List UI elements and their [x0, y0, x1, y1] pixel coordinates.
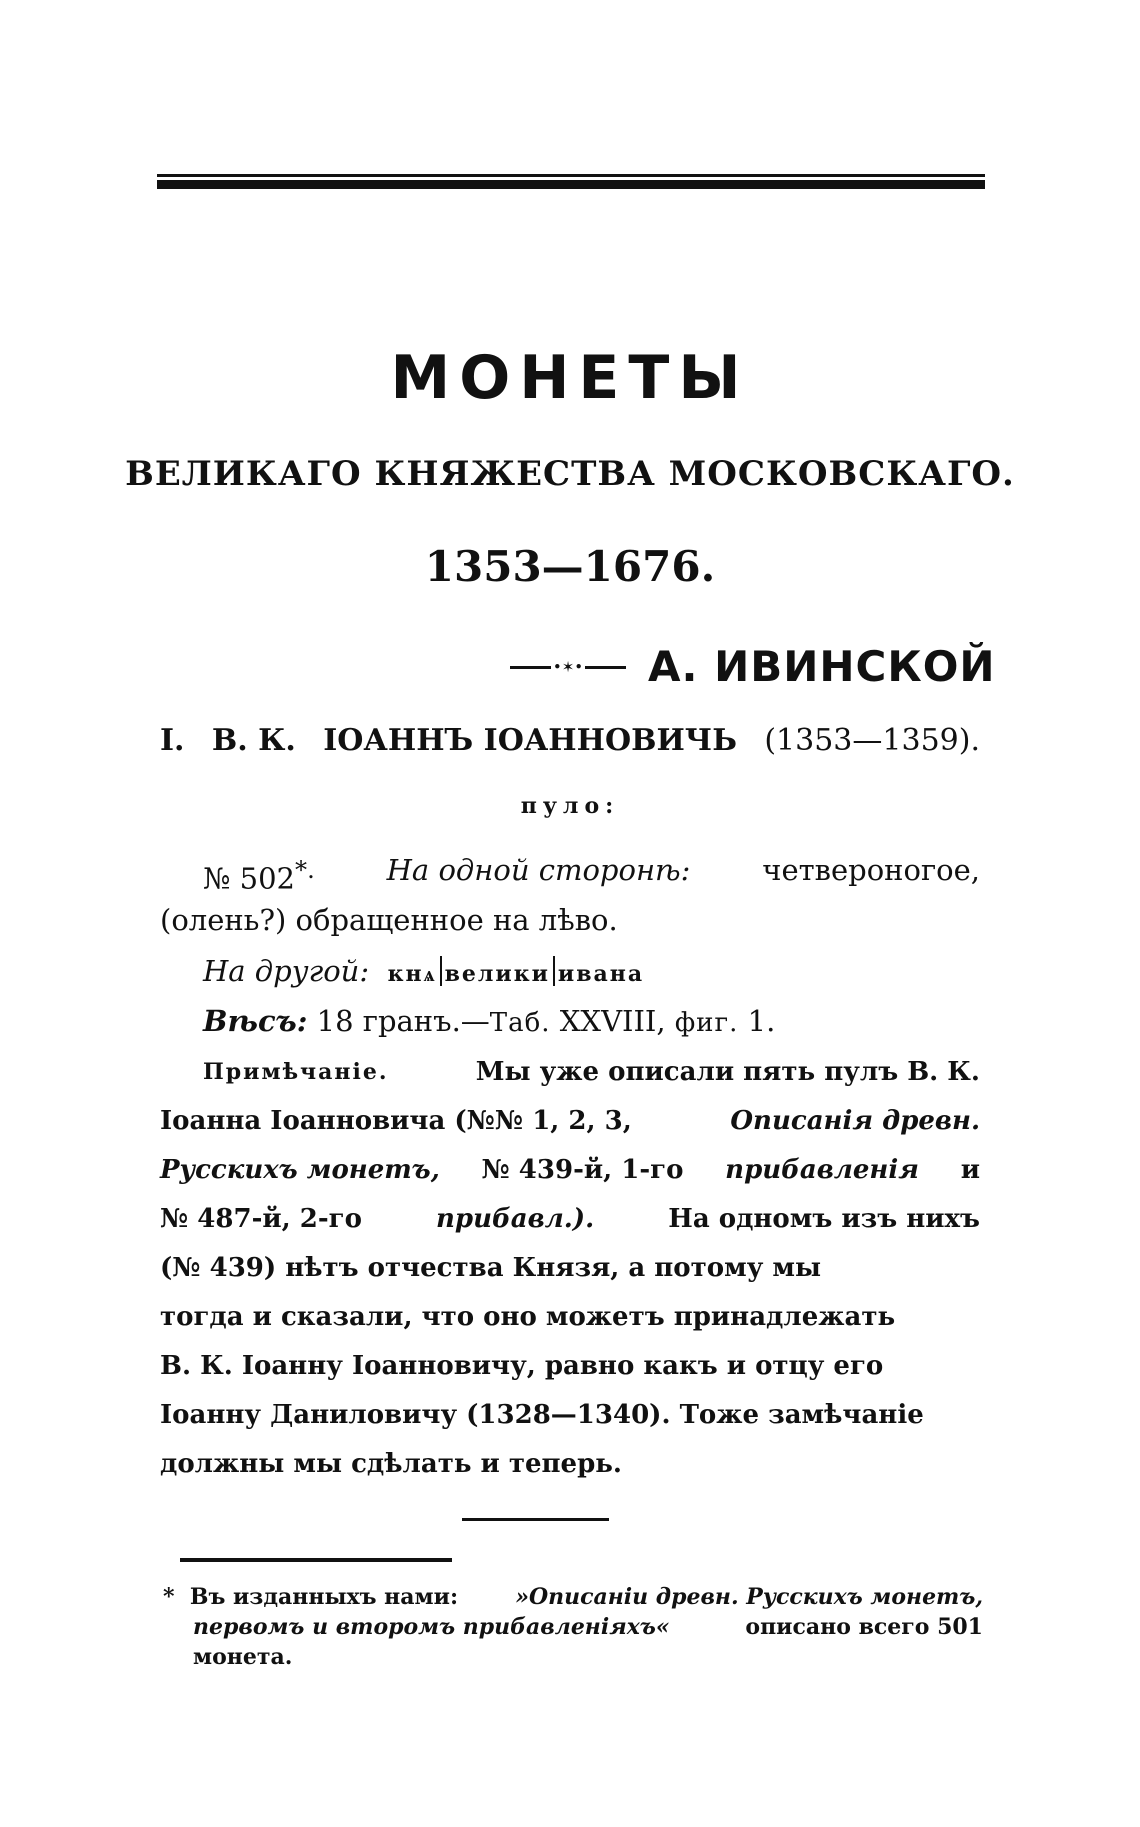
- note-line-2: [160, 1101, 980, 1141]
- reverse-line: [203, 951, 1023, 994]
- reverse-part-2: велики: [444, 961, 550, 987]
- page-title: МОНЕТЫ: [390, 343, 750, 413]
- note-text-3c: прибавленія: [725, 1155, 919, 1185]
- weight-line: [203, 1001, 1023, 1043]
- section-heading: [160, 720, 980, 762]
- footnote-text-d: описано всего 501: [745, 1614, 983, 1640]
- top-rule-thin: [157, 174, 985, 177]
- reverse-label: На другой:: [203, 954, 370, 988]
- entry-line-2: (олень?) обращенное на лѣво.: [160, 903, 618, 937]
- footnote-line-3: монета.: [193, 1644, 293, 1670]
- end-rule: [462, 1518, 609, 1521]
- figure-value: 1.: [747, 1004, 776, 1038]
- ornament-dash-icon: •✶•: [510, 660, 626, 675]
- coin-type-heading: пуло:: [520, 793, 620, 819]
- table-label: Таб.: [489, 1008, 551, 1038]
- note-label: Примѣчаніе.: [203, 1059, 389, 1085]
- footnote-marker: *.: [295, 856, 315, 884]
- section-dates: (1353—1359).: [764, 723, 980, 758]
- author-line: [510, 641, 996, 693]
- year-range: 1353—1676.: [424, 542, 716, 591]
- note-text-4a: № 487-й, 2-го: [160, 1204, 362, 1234]
- figure-label: фиг.: [674, 1008, 739, 1038]
- note-line-3: [160, 1150, 980, 1190]
- note-text-2b: Описанія древн.: [730, 1106, 980, 1136]
- obverse-label: На одной сторонѣ:: [386, 853, 691, 887]
- table-value: XXVIII,: [559, 1004, 666, 1038]
- footnote-line-2: [193, 1612, 983, 1642]
- footnote-text-c: первомъ и второмъ прибавленіяхъ«: [193, 1614, 670, 1640]
- weight-label: Вѣсъ:: [203, 1004, 308, 1038]
- footnote-line-1: [163, 1582, 983, 1612]
- obverse-text-1: четвероногое,: [762, 853, 980, 887]
- note-line-8: Іоанну Даниловичу (1328—1340). Тоже замѣчаніе: [160, 1400, 924, 1430]
- note-line-6: тогда и сказали, что оно можетъ принадлежать: [160, 1302, 896, 1332]
- note-line-7: В. К. Іоанну Іоанновичу, равно какъ и отцу его: [160, 1351, 884, 1381]
- note-line-4: [160, 1199, 980, 1239]
- note-line-5: (№ 439) нѣтъ отчества Князя, а потому мы: [160, 1253, 822, 1283]
- note-text-3d: и: [960, 1155, 980, 1185]
- section-number: I.: [160, 723, 185, 758]
- line-divider: [553, 956, 555, 986]
- note-line-1: [203, 1052, 980, 1092]
- weight-value: 18 гранъ.—: [316, 1004, 490, 1038]
- line-divider: [440, 956, 442, 986]
- note-text-1: Мы уже описали пять пулъ В. К.: [475, 1057, 980, 1087]
- note-text-3b: № 439-й, 1-го: [481, 1155, 684, 1185]
- section-abbrev: В. К.: [211, 723, 296, 758]
- author-name: А. ИВИНСКОЙ: [648, 642, 996, 691]
- note-line-9: должны мы сдѣлать и теперь.: [160, 1449, 622, 1479]
- note-text-4b: прибавл.).: [436, 1204, 595, 1234]
- note-text-2a: Іоанна Іоанновича (№№ 1, 2, 3,: [160, 1106, 632, 1136]
- reverse-part-1: кнѧ: [387, 961, 437, 987]
- section-ruler-name: ІОАННЪ ІОАННОВИЧЬ: [323, 723, 737, 758]
- footnote-star: *: [163, 1584, 175, 1610]
- top-rule-thick: [157, 180, 985, 189]
- reverse-part-3: ивана: [557, 961, 645, 987]
- top-double-rule: [157, 174, 985, 189]
- entry-line-1: [203, 850, 980, 899]
- note-text-4c: На одномъ изъ нихъ: [668, 1204, 980, 1234]
- note-text-3a: Русскихъ монетъ,: [160, 1155, 440, 1185]
- footnote-text-a: Въ изданныхъ нами:: [189, 1584, 459, 1610]
- footnote-rule: [180, 1558, 452, 1562]
- page-subtitle: ВЕЛИКАГО КНЯЖЕСТВА МОСКОВСКАГО.: [125, 454, 1015, 494]
- footnote-text-b: »Описаніи древн. Русскихъ монетъ,: [515, 1584, 983, 1610]
- entry-number: № 502: [203, 861, 296, 896]
